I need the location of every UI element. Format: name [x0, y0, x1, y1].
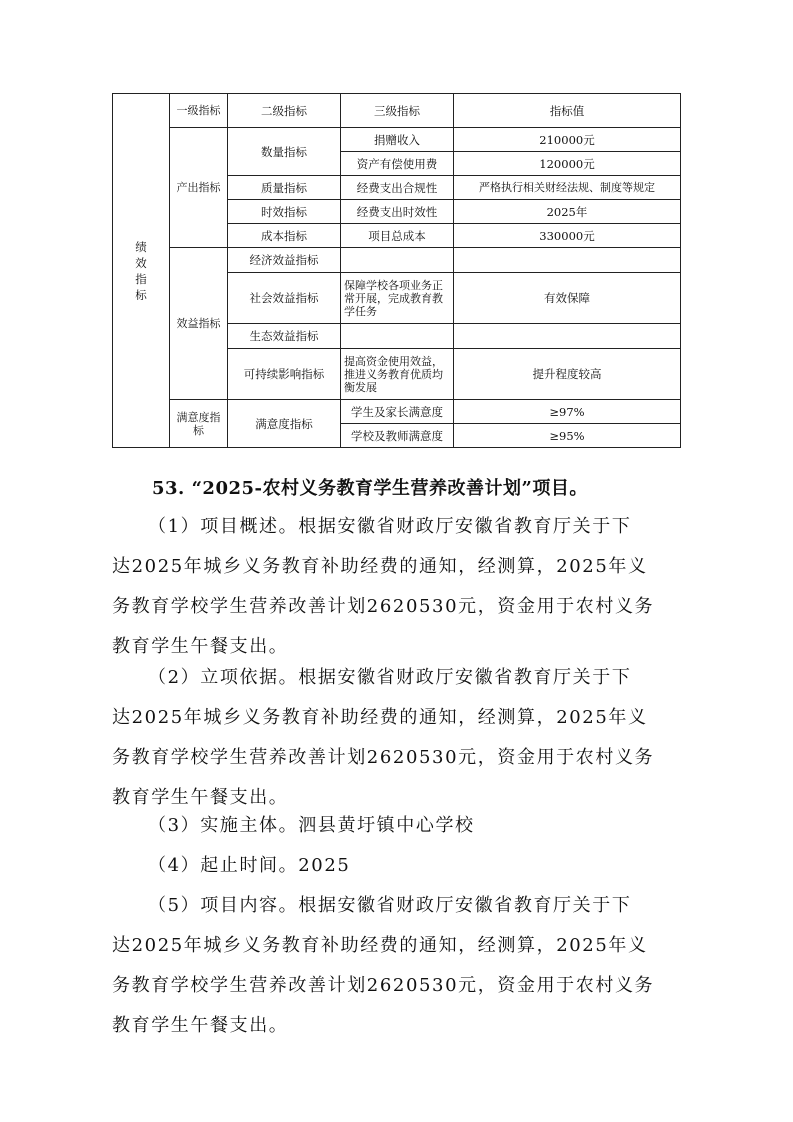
value-cell — [454, 324, 681, 349]
level2-cell: 社会效益指标 — [228, 273, 341, 324]
text-line: 达2025年城乡义务教育补助经费的通知，经测算，2025年义 — [112, 935, 648, 956]
header-level2: 二级指标 — [228, 94, 341, 128]
level3-cell: 学生及家长满意度 — [341, 400, 454, 424]
level2-cell: 质量指标 — [228, 176, 341, 200]
section-heading: 53. “2025-农村义务教育学生营养改善计划”项目。 — [152, 478, 588, 499]
value-cell: ≥95% — [454, 424, 681, 448]
paragraph-implementer — [112, 806, 692, 846]
level2-cell: 生态效益指标 — [228, 324, 341, 349]
table-row — [113, 248, 681, 273]
performance-indicator-table — [112, 93, 681, 448]
level1-benefit: 效益指标 — [170, 248, 228, 400]
value-cell: 120000元 — [454, 152, 681, 176]
value-cell: 210000元 — [454, 128, 681, 152]
level3-cell: 提高资金使用效益，推进义务教育优质均衡发展 — [341, 349, 454, 400]
value-cell: 有效保障 — [454, 273, 681, 324]
header-level1: 一级指标 — [170, 94, 228, 128]
level2-cell: 数量指标 — [228, 128, 341, 176]
level3-cell: 经费支出合规性 — [341, 176, 454, 200]
level3-cell: 项目总成本 — [341, 224, 454, 248]
text-line: （1）项目概述。根据安徽省财政厅安徽省教育厅关于下 — [148, 516, 632, 537]
level3-cell: 经费支出时效性 — [341, 200, 454, 224]
value-cell: 严格执行相关财经法规、制度等规定 — [454, 176, 681, 200]
text-line: 务教育学校学生营养改善计划2620530元，资金用于农村义务 — [112, 596, 655, 617]
value-cell: 2025年 — [454, 200, 681, 224]
level3-cell — [341, 324, 454, 349]
table-row — [113, 400, 681, 424]
value-cell: ≥97% — [454, 400, 681, 424]
paragraph-content — [112, 886, 692, 1046]
level3-cell: 资产有偿使用费 — [341, 152, 454, 176]
level3-cell: 学校及教师满意度 — [341, 424, 454, 448]
level2-cell: 成本指标 — [228, 224, 341, 248]
value-cell: 提升程度较高 — [454, 349, 681, 400]
table-header-row — [113, 94, 681, 128]
text-line: 达2025年城乡义务教育补助经费的通知，经测算，2025年义 — [112, 556, 648, 577]
paragraph-period — [112, 846, 692, 886]
text-line: 务教育学校学生营养改善计划2620530元，资金用于农村义务 — [112, 975, 655, 996]
level3-cell: 保障学校各项业务正常开展，完成教育教学任务 — [341, 273, 454, 324]
header-level3: 三级指标 — [341, 94, 454, 128]
level3-cell — [341, 248, 454, 273]
paragraph-overview — [112, 507, 692, 667]
text-line: （3）实施主体。泗县黄圩镇中心学校 — [148, 815, 475, 836]
text-line: 教育学生午餐支出。 — [112, 787, 289, 808]
side-label-cell — [113, 94, 170, 448]
table-row — [113, 128, 681, 152]
paragraph-basis — [112, 658, 692, 818]
level2-cell: 经济效益指标 — [228, 248, 341, 273]
text-line: （4）起止时间。2025 — [148, 855, 351, 876]
side-label: 绩效指标 — [135, 239, 147, 302]
level1-satisfaction: 满意度指标 — [170, 400, 228, 448]
level2-cell: 满意度指标 — [228, 400, 341, 448]
level1-output: 产出指标 — [170, 128, 228, 248]
text-line: 教育学生午餐支出。 — [112, 1015, 289, 1036]
level2-cell: 时效指标 — [228, 200, 341, 224]
header-value: 指标值 — [454, 94, 681, 128]
text-line: （2）立项依据。根据安徽省财政厅安徽省教育厅关于下 — [148, 667, 632, 688]
level3-cell: 捐赠收入 — [341, 128, 454, 152]
level2-cell: 可持续影响指标 — [228, 349, 341, 400]
text-line: 达2025年城乡义务教育补助经费的通知，经测算，2025年义 — [112, 707, 648, 728]
text-line: （5）项目内容。根据安徽省财政厅安徽省教育厅关于下 — [148, 895, 632, 916]
text-line: 教育学生午餐支出。 — [112, 636, 289, 657]
value-cell: 330000元 — [454, 224, 681, 248]
value-cell — [454, 248, 681, 273]
text-line: 务教育学校学生营养改善计划2620530元，资金用于农村义务 — [112, 747, 655, 768]
